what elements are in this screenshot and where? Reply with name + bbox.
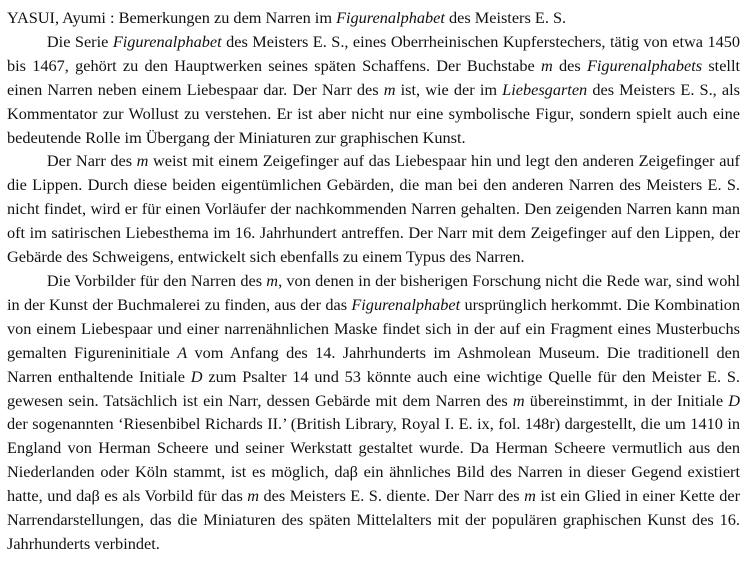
italic-text: D [728, 390, 740, 410]
body-text: des Meisters E. S., als Kommentator zur Wollust zu verstehen. Er ist aber nicht nur eine symbolische Figur, sondern spielt auch eine bedeutende Rolle im Übergang der Miniaturen zur graphischen Kunst. [7, 79, 740, 147]
body-text: des [552, 55, 587, 75]
body-text: der sogenannten ‘Riesenbibel Richards II.’ (British Library, Royal I. E. ix, fol. 148r) dargestellt, die um 1410 in England von Herman Scheere und seiner Werkstatt gestaltet wurde. Da Herman Scheere vermutlich aus den Niederlanden oder Köln stammt, ist es möglich, daβ ein ähnliches Bild des Narren in dieser Gegend existiert hatte, und daβ es als Vorbild für das [7, 414, 740, 506]
body-text: ist, wie der im [395, 79, 503, 99]
italic-text: m [383, 79, 396, 99]
body-text: Die Vorbilder für den Narren des [46, 270, 267, 290]
body-text: Der Narr des [46, 151, 137, 171]
italic-text: m [512, 390, 525, 410]
italic-text: Figurenalphabets [586, 55, 703, 75]
author-name: YASUI, Ayumi : [7, 8, 115, 27]
body-text: zum Psalter 14 und 53 könnte auch eine wichtige Quelle für den Meister E. S. gewesen sein. Tatsächlich ist ein Narr, dessen Gebärde mit dem Narren des [7, 366, 741, 410]
paragraph-3 [7, 269, 740, 556]
italic-text: Liebesgarten [502, 79, 588, 99]
paragraph-2 [7, 149, 740, 269]
title-italic: Figurenalphabet [336, 8, 445, 27]
italic-text: m [136, 151, 149, 171]
italic-text: m [524, 486, 536, 506]
body-text: stellt einen Narren neben einem Liebespaar dar. Der Narr des [7, 55, 741, 99]
body-text: des Meisters E. S., eines Oberrheinischen Kupferstechers, tätig von etwa 1450 bis 1467, gehört zu den Hauptwerken seines späten Schaffens. Der Buchstabe [7, 31, 740, 75]
italic-text: m [266, 270, 279, 290]
italic-text: A [177, 342, 188, 362]
title-suffix: des Meisters E. S. [448, 8, 567, 27]
title-prefix: Bemerkungen zu dem Narren im [118, 8, 332, 27]
body-text: ist ein Glied in einer Kette der Narrendarstellungen, das die Miniaturen des späten Mittelalters mit der populären graphischen Kunst des 16. Jahrhunderts verbindet. [7, 486, 741, 553]
body-text: vom Anfang des 14. Jahrhunderts im Ashmolean Museum. Die traditionell den Narren enthaltende Initiale [7, 342, 740, 386]
italic-text: m [540, 55, 553, 75]
paragraph-1 [7, 30, 740, 150]
body-text: ursprünglich herkommt. Die Kombination von einem Liebespaar und einer narrenähnlichen Maske findet sich in der auf ein Fragment eines Musterbuchs gemalten Figureninitiale [7, 294, 741, 362]
body-text: des Meisters E. S. diente. Der Narr des [259, 486, 525, 506]
italic-text: D [190, 366, 203, 386]
article [7, 6, 740, 556]
italic-text: m [247, 486, 260, 506]
italic-text: Figurenalphabet [112, 31, 222, 51]
body-text: Die Serie [46, 31, 113, 51]
body-text: weist mit einem Zeigefinger auf das Liebespaar hin und legt den anderen Zeigefinger auf die Lippen. Durch diese beiden eigentümlichen Gebärden, die man bei den anderen Narren des Meisters E. S. nicht findet, wird er für einen Vorläufer der nachkommenden Narren gehalten. Den zeigenden Narren kann man oft im satirischen Liebesthema im 16. Jahrhundert antreffen. Der Narr mit dem Zeigefinger auf den Lippen, der Gebärde des Schweigens, entwickelt sich ebenfalls zu einem Typus des Narren. [7, 151, 740, 267]
article-body [7, 30, 740, 556]
body-text: , von denen in der bisherigen Forschung nicht die Rede war, sind wohl in der Kunst der Buchmalerei zu finden, aus der das [7, 270, 740, 314]
italic-text: Figurenalphabet [351, 294, 461, 314]
article-header [7, 6, 740, 30]
body-text: übereinstimmt, in der Initiale [524, 390, 729, 410]
